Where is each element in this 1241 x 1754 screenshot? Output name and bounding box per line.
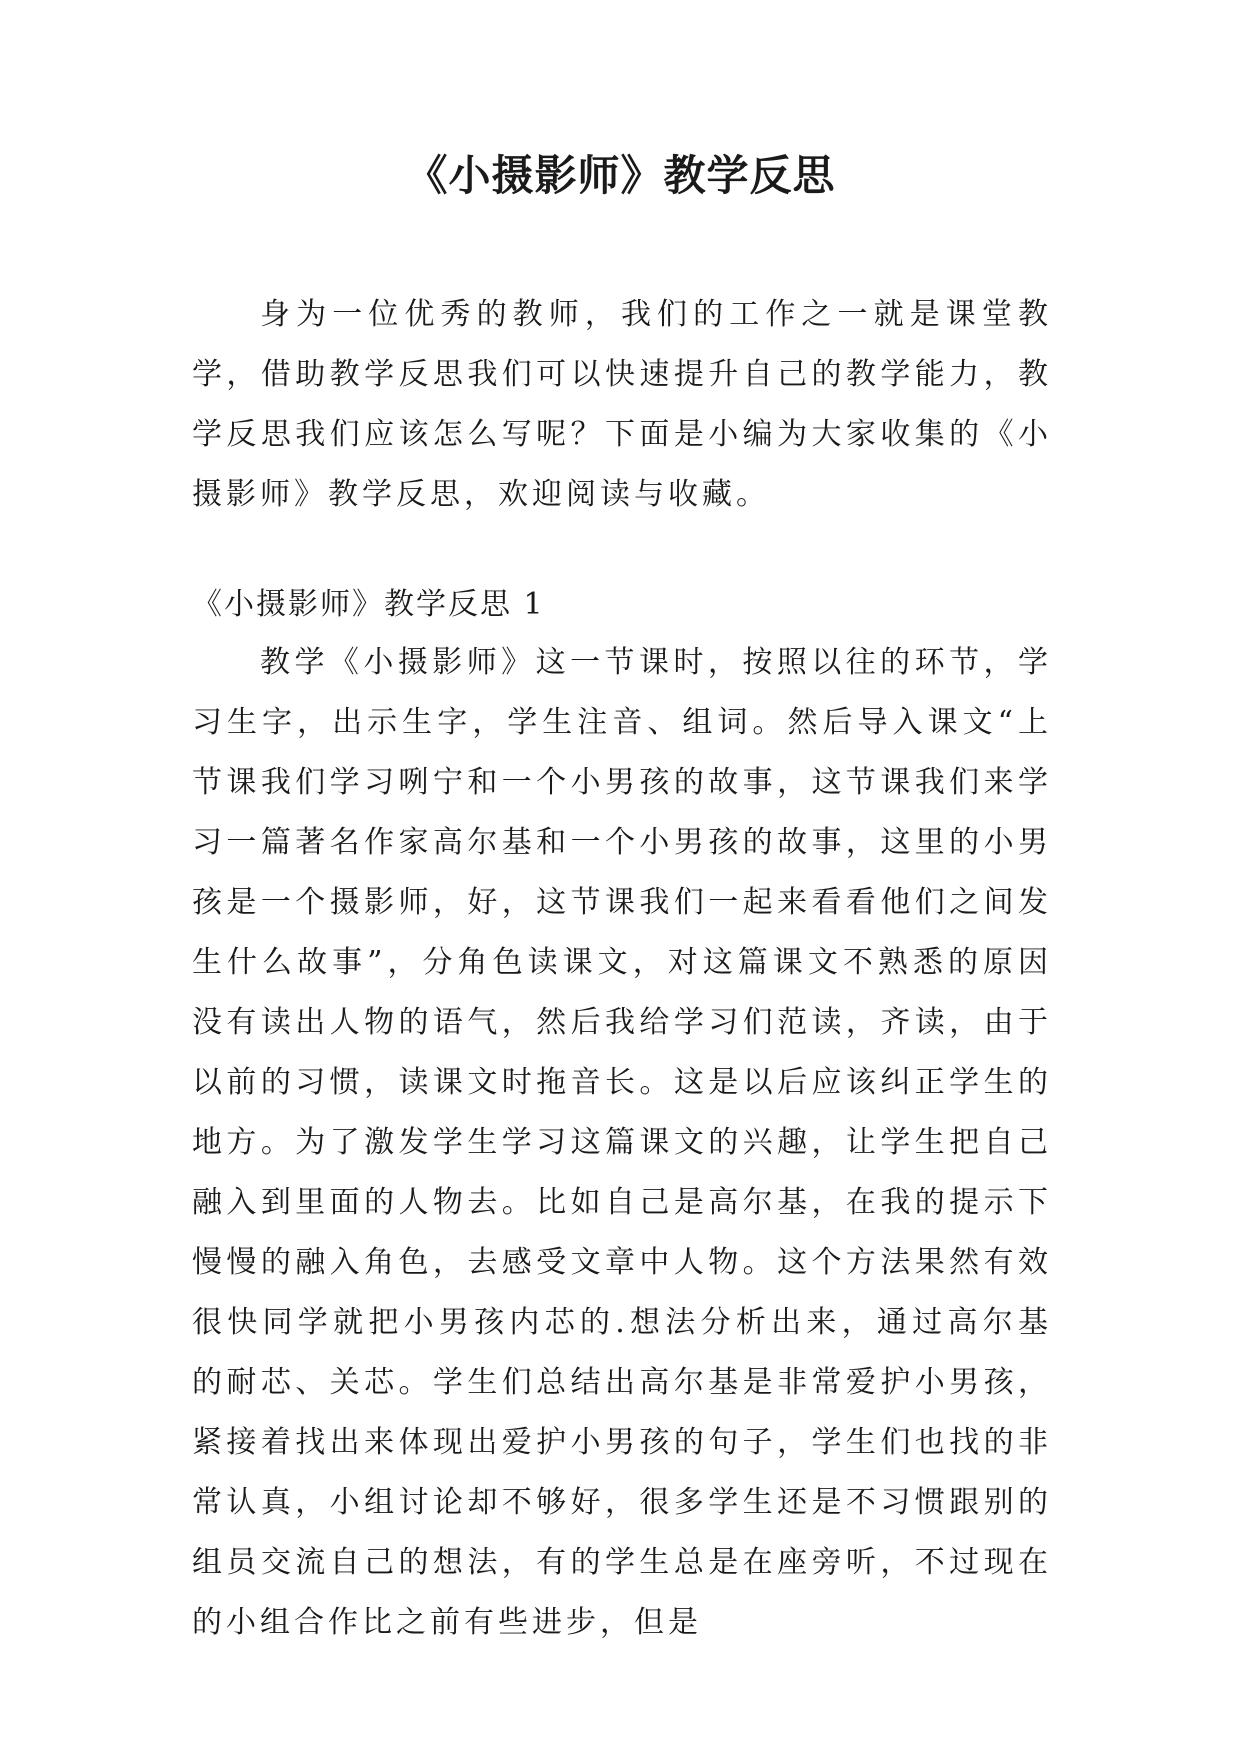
- section-body-paragraph: 教学《小摄影师》这一节课时，按照以往的环节，学习生字，出示生字，学生注音、组词。然后导入课文“上节课我们学习咧宁和一个小男孩的故事，这节课我们来学习一篇著名作家高尔基和一个小男孩的故事，这里的小男孩是一个摄影师，好，这节课我们一起来看看他们之间发生什么故事”，分角色读课文，对这篇课文不熟悉的原因没有读出人物的语气，然后我给学习们范读，齐读，由于以前的习惯，读课文时拖音长。这是以后应该纠正学生的地方。为了激发学生学习这篇课文的兴趣，让学生把自己融入到里面的人物去。比如自己是高尔基，在我的提示下慢慢的融入角色，去感受文章中人物。这个方法果然有效很快同学就把小男孩内芯的.想法分析出来，通过高尔基的耐芯、关芯。学生们总结出高尔基是非常爱护小男孩，紧接着找出来体现出爱护小男孩的句子，学生们也找的非常认真，小组讨论却不够好，很多学生还是不习惯跟别的组员交流自己的想法，有的学生总是在座旁听，不过现在的小组合作比之前有些进步，但是: [192, 645, 1052, 1640]
- section-heading: 《小摄影师》教学反思 1: [192, 587, 545, 622]
- document-title: 《小摄影师》教学反思: [405, 151, 836, 200]
- intro-paragraph: 身为一位优秀的教师，我们的工作之一就是课堂教学，借助教学反思我们可以快速提升自己的教学能力，教学反思我们应该怎么写呢？下面是小编为大家收集的《小摄影师》教学反思，欢迎阅读与收藏。: [192, 297, 1052, 512]
